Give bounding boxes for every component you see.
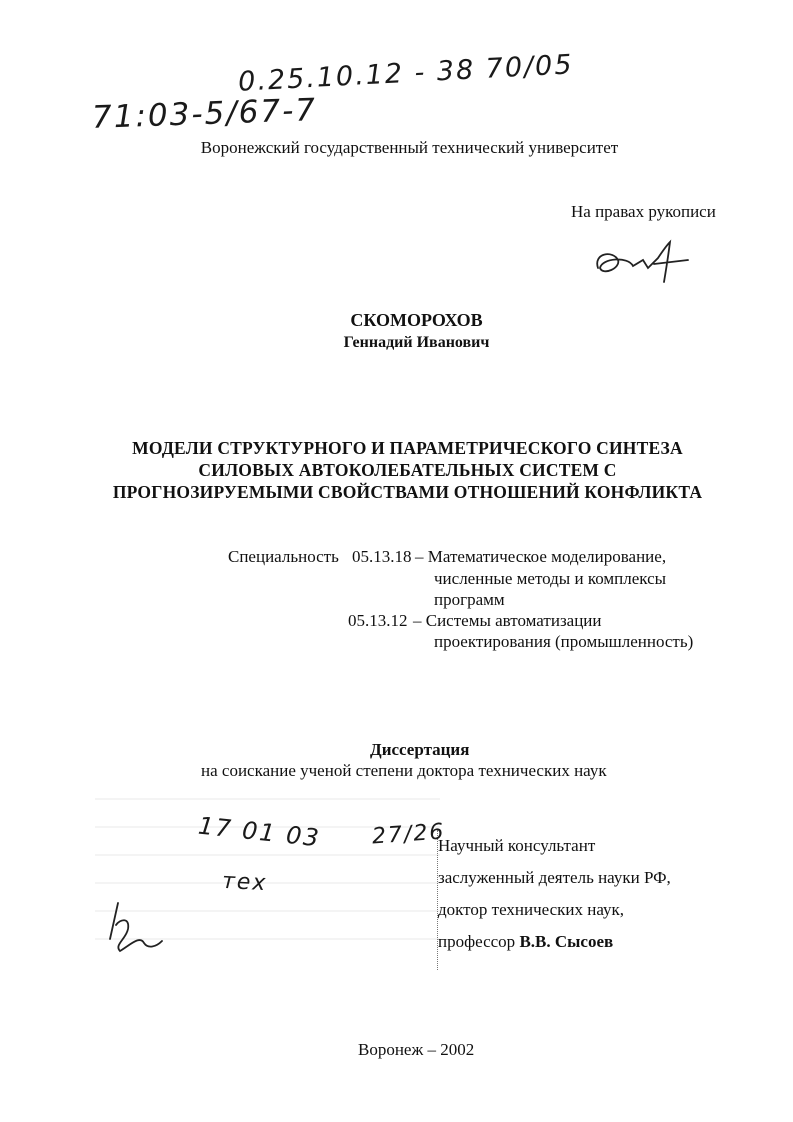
consultant-title: профессор xyxy=(438,932,520,951)
consultant-line-1: Научный консультант xyxy=(438,836,596,855)
handwritten-catalog-code: 71:03-5/67-7 xyxy=(91,92,318,136)
specialty-code-2: 05.13.12 xyxy=(348,611,408,630)
specialty-desc-2-line-2: проектирования (промышленность) xyxy=(434,632,694,651)
consultant-line-3: доктор технических наук, xyxy=(438,900,625,919)
author-surname: СКОМОРОХОВ xyxy=(350,310,483,330)
dissertation-subtitle: на соискание ученой степени доктора технических наук xyxy=(201,761,607,780)
specialty-desc-1-line-3: программ xyxy=(434,590,505,609)
city-year: Воронеж – 2002 xyxy=(358,1040,475,1059)
title-line-3: ПРОГНОЗИРУЕМЫМИ СВОЙСТВАМИ ОТНОШЕНИЙ КОНФЛИКТА xyxy=(112,482,703,502)
dissertation-heading: Диссертация xyxy=(370,740,470,759)
author-name: Геннадий Иванович xyxy=(343,334,490,351)
university-name: Воронежский государственный технический университет xyxy=(200,138,619,157)
specialty-desc-1-line-2: численные методы и комплексы xyxy=(434,569,667,588)
stamp-signature xyxy=(100,895,170,965)
title-line-2: СИЛОВЫХ АВТОКОЛЕБАТЕЛЬНЫХ СИСТЕМ С xyxy=(198,460,617,480)
handwritten-stamp-note: тех xyxy=(221,868,268,897)
handwritten-stamp-number: 27/26 xyxy=(371,819,447,850)
consultant-name: В.В. Сысоев xyxy=(519,932,614,951)
title-line-1: МОДЕЛИ СТРУКТУРНОГО И ПАРАМЕТРИЧЕСКОГО СИНТЕЗА xyxy=(132,438,683,458)
handwritten-stamp-date: 17 01 03 xyxy=(196,811,323,853)
manuscript-rights: На правах рукописи xyxy=(571,202,716,221)
specialty-label: Специальность xyxy=(228,547,339,566)
specialty-desc-2-line-1: – Системы автоматизации xyxy=(413,611,602,630)
handwritten-archive-code: 0.25.10.12 - 38 70/05 xyxy=(237,49,575,98)
specialty-desc-1-line-1: – Математическое моделирование, xyxy=(415,547,667,566)
consultant-line-2: заслуженный деятель науки РФ, xyxy=(438,868,671,887)
author-signature xyxy=(588,238,698,288)
specialty-code-1: 05.13.18 xyxy=(352,547,412,566)
consultant-line-4 xyxy=(438,932,613,952)
